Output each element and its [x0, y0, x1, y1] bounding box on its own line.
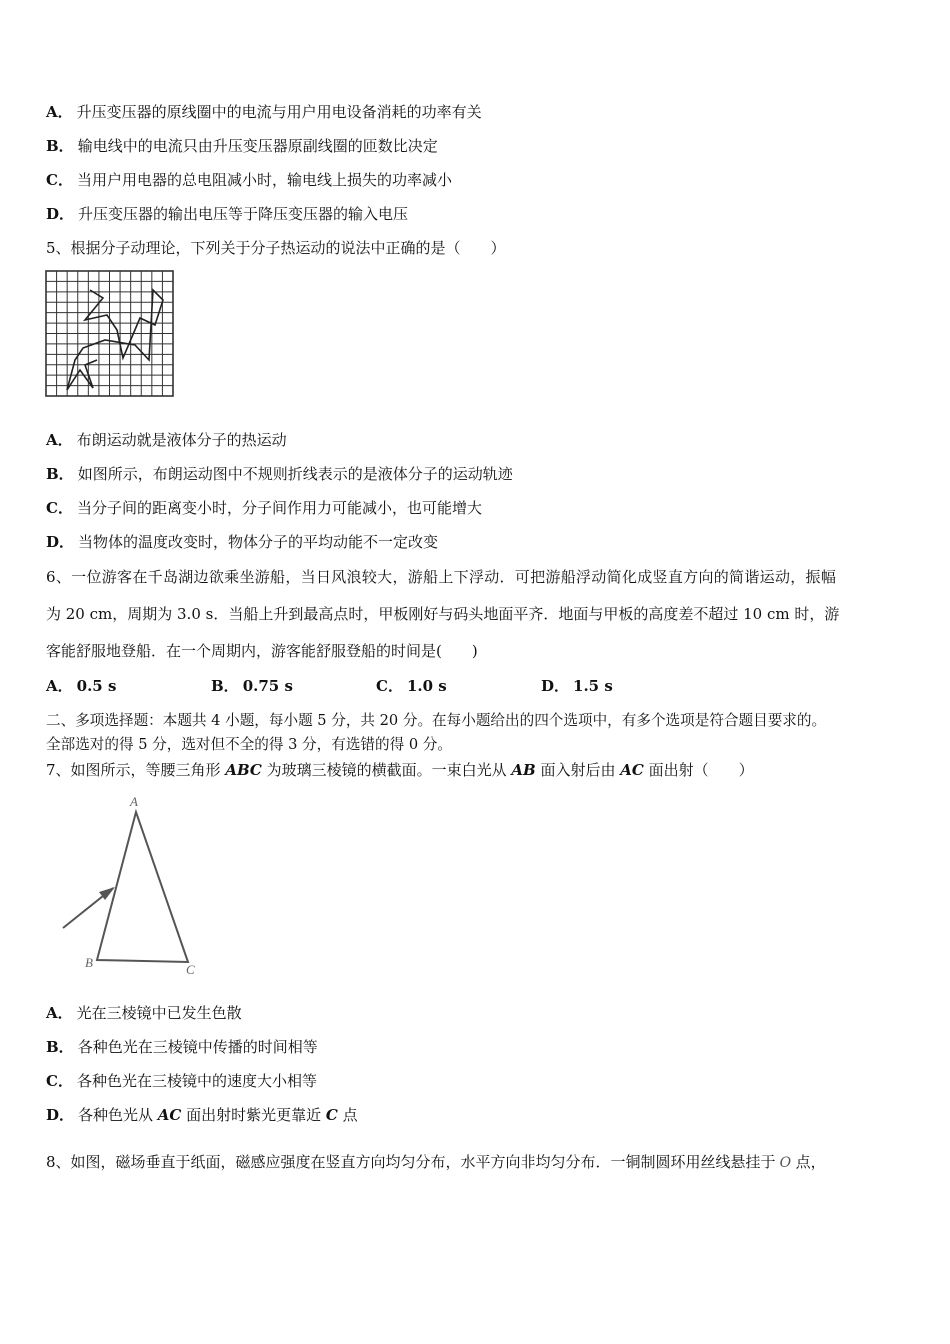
option-text: 如图所示，布朗运动图中不规则折线表示的是液体分子的运动轨迹: [77, 465, 513, 483]
option-text: 输电线中的电流只由升压变压器原副线圈的匝数比决定: [77, 137, 438, 155]
prism-triangle: [97, 812, 188, 962]
q7-stem: [46, 760, 754, 780]
q6-option-b: [211, 676, 376, 696]
q7-ac: AC: [620, 761, 644, 779]
option-text-mid: 面出射时紫光更靠近: [181, 1106, 326, 1124]
option-label: C．: [46, 171, 73, 189]
vertex-label-a: A: [130, 794, 138, 809]
q5-option-c: [46, 498, 482, 518]
option-text: 当分子间的距离变小时，分子间作用力可能减小，也可能增大: [76, 499, 482, 517]
q5-stem: 5、根据分子动理论，下列关于分子热运动的说法中正确的是（ ）: [46, 239, 506, 257]
q6-line-2: 为 20 cm，周期为 3.0 s．当船上升到最高点时，甲板刚好与码头地面平齐．地面与甲板的高度差不超过 10 cm 时，游: [46, 605, 840, 623]
q6-option-a: [46, 676, 211, 696]
option-text: 升压变压器的原线圈中的电流与用户用电设备消耗的功率有关: [76, 103, 482, 121]
q8-text: 8、如图，磁场垂直于纸面，磁感应强度在竖直方向均匀分布，水平方向非均匀分布．一铜制圆环用丝线悬挂于: [46, 1153, 776, 1171]
q7-stem-c: 面入射后由: [535, 761, 621, 779]
option-c: C: [325, 1106, 338, 1124]
q6-option-c: [376, 676, 541, 696]
q4-option-b: [46, 136, 438, 156]
option-label: D．: [46, 533, 75, 551]
option-text: 0.5 s: [76, 677, 117, 695]
option-label: B．: [46, 1038, 74, 1056]
option-text: 当物体的温度改变时，物体分子的平均动能不一定改变: [78, 533, 439, 551]
vertex-label-b: B: [85, 955, 93, 970]
q7-stem-a: 7、如图所示，等腰三角形: [46, 761, 226, 779]
option-text-pre: 各种色光从: [78, 1106, 158, 1124]
option-text: 1.0 s: [406, 677, 447, 695]
option-label: A．: [46, 431, 73, 449]
q7-stem-d: 面出射（ ）: [643, 761, 754, 779]
option-label: A．: [46, 1004, 73, 1022]
option-text-post: 点: [337, 1106, 358, 1124]
q7-abc: ABC: [225, 761, 262, 779]
option-label: C．: [46, 1072, 73, 1090]
q5-option-d: [46, 532, 438, 552]
q4-option-c: [46, 170, 452, 190]
q7-option-a: [46, 1003, 242, 1023]
q6-options: [46, 676, 706, 696]
option-text: 各种色光在三棱镜中的速度大小相等: [76, 1072, 317, 1090]
q8-tail: 点，: [795, 1153, 826, 1171]
option-label: D．: [46, 1106, 75, 1124]
q7-option-b: [46, 1037, 318, 1057]
q7-option-c: [46, 1071, 317, 1091]
option-label: D．: [46, 205, 75, 223]
option-label: C．: [376, 677, 403, 695]
option-label: B．: [46, 465, 74, 483]
option-label: B．: [46, 137, 74, 155]
option-label: C．: [46, 499, 73, 517]
q6-line-3: 客能舒服地登船．在一个周期内，游客能舒服登船的时间是( ): [46, 642, 478, 660]
option-ac: AC: [157, 1106, 182, 1124]
q5-option-b: [46, 464, 513, 484]
q7-option-d: [46, 1105, 358, 1125]
prism-figure: [55, 790, 215, 985]
option-label: B．: [211, 677, 239, 695]
option-label: A．: [46, 103, 73, 121]
q4-option-d: [46, 204, 408, 224]
q6-option-d: [541, 676, 706, 696]
vertex-label-c: C: [186, 962, 195, 977]
option-text: 升压变压器的输出电压等于降压变压器的输入电压: [78, 205, 409, 223]
brownian-motion-figure: [45, 270, 175, 398]
q5-option-a: [46, 430, 287, 450]
option-label: D．: [541, 677, 570, 695]
q8-stem: [46, 1152, 826, 1172]
option-text: 布朗运动就是液体分子的热运动: [76, 431, 287, 449]
section-2-line-2: 全部选对的得 5 分，选对但不全的得 3 分，有选错的得 0 分。: [46, 736, 452, 753]
option-text: 各种色光在三棱镜中传播的时间相等: [77, 1038, 318, 1056]
q4-option-a: [46, 102, 482, 122]
point-o: O: [779, 1155, 792, 1171]
option-text: 光在三棱镜中已发生色散: [76, 1004, 242, 1022]
option-text: 当用户用电器的总电阻减小时，输电线上损失的功率减小: [76, 171, 452, 189]
option-text: 1.5 s: [573, 677, 613, 695]
option-label: A．: [46, 677, 73, 695]
section-2-line-1: 二、多项选择题：本题共 4 小题，每小题 5 分，共 20 分。在每小题给出的四个选项中，有多个选项是符合题目要求的。: [46, 712, 827, 729]
q6-line-1: 6、一位游客在千岛湖边欲乘坐游船，当日风浪较大，游船上下浮动．可把游船浮动简化成竖直方向的简谐运动，振幅: [46, 568, 837, 586]
q7-stem-b: 为玻璃三棱镜的横截面。一束白光从: [261, 761, 512, 779]
q7-ab: AB: [511, 761, 536, 779]
option-text: 0.75 s: [242, 677, 293, 695]
